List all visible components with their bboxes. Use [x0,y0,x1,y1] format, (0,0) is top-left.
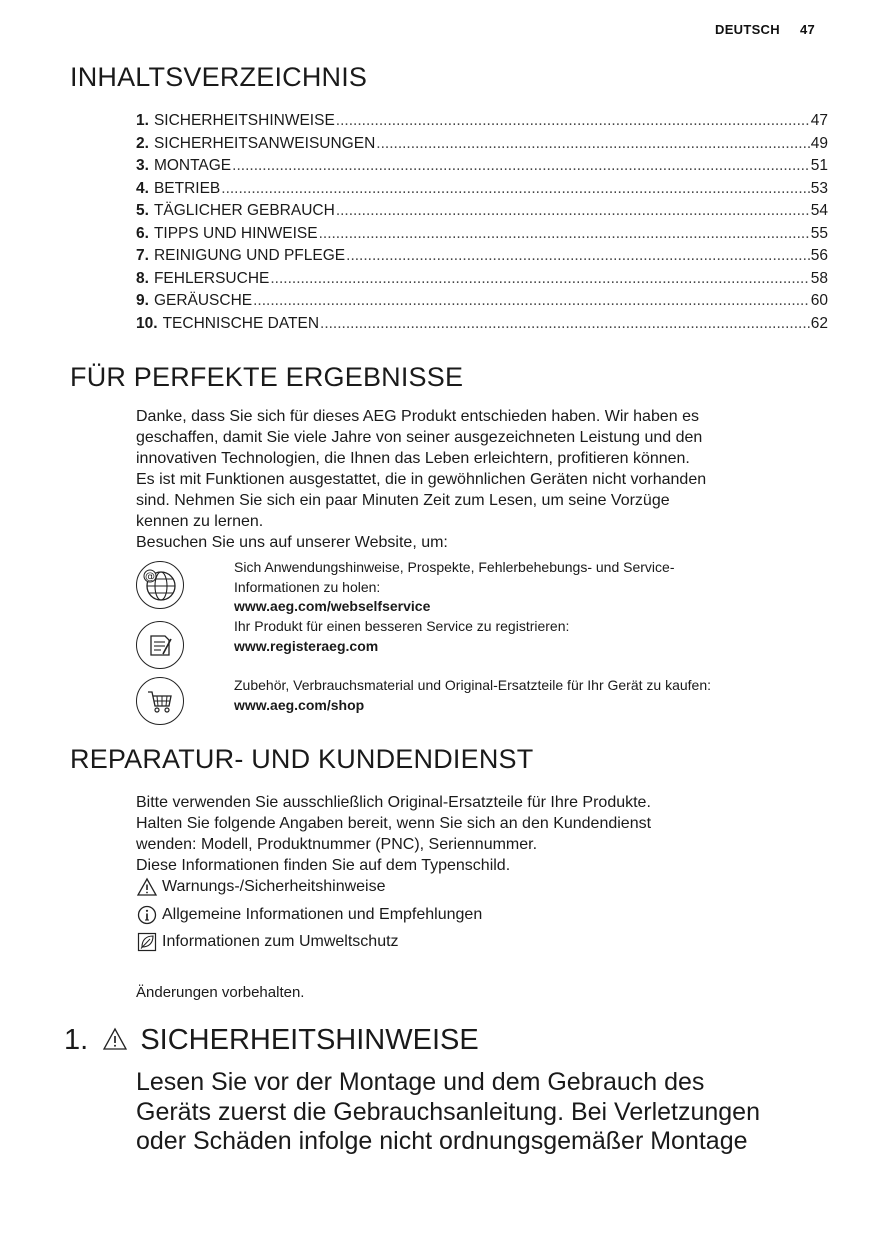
repair-service-title: REPARATUR- UND KUNDENDIENST [70,744,534,774]
leaf-icon [136,932,158,952]
perfect-results-text [136,406,706,553]
toc-entry-page: 60 [810,292,828,309]
toc-entry[interactable] [136,245,828,268]
legend-environment [136,932,399,952]
toc-title: INHALTSVERZEICHNIS [70,62,368,92]
toc-entry-number: 4. [136,179,149,197]
register-icon [136,621,184,669]
text-line: Halten Sie folgende Angaben bereit, wenn Sie sich an den Kundendienst [136,815,652,832]
toc-entry-page: 49 [810,134,828,152]
toc-entry-number: 1. [136,112,149,129]
service-text [234,676,834,715]
service-link-register[interactable]: www.registeraeg.com [234,637,379,654]
toc-entry[interactable] [136,268,828,291]
language-label: DEUTSCH [715,22,780,37]
toc-leader [346,245,810,268]
toc-entry-number: 8. [136,269,149,287]
toc-entry-number: 5. [136,202,149,219]
toc-entry-label: REINIGUNG UND PFLEGE [153,247,346,264]
service-text [234,617,834,656]
section-heading-safety [64,1024,479,1059]
toc-entry-page: 54 [810,202,828,219]
cart-icon [136,677,184,725]
service-text [234,558,834,617]
svg-text:@: @ [145,571,155,583]
text-line: oder Schäden infolge nicht ordnungsgemäßer Montage [136,1127,748,1155]
service-link-webselfservice[interactable]: www.aeg.com/webselfservice [234,598,431,614]
running-header [715,22,815,37]
toc-entry-number: 7. [136,247,149,264]
toc-entry-number: 3. [136,157,149,174]
legend-label: Informationen zum Umweltschutz [162,933,399,950]
text-line: Geräts zuerst die Gebrauchsanleitung. Bei Verletzungen [136,1097,760,1126]
toc-entry-label: TECHNISCHE DATEN [162,314,320,332]
text-line: sind. Nehmen Sie sich ein paar Minuten Zeit zum Lesen, um seine Vorzüge [136,492,670,509]
legend-info [136,905,482,925]
toc-entry[interactable] [136,110,828,133]
service-description: Ihr Produkt für einen besseren Service zu registrieren: [234,618,570,634]
service-description: Informationen zu holen: [234,578,381,595]
legend-label: Allgemeine Informationen und Empfehlungen [162,906,483,923]
toc-entry[interactable] [136,178,828,201]
toc-entry-page: 53 [810,179,828,197]
safety-intro-text [136,1068,826,1157]
toc-leader [376,133,809,156]
toc-entry-label: BETRIEB [153,179,221,197]
toc-leader [320,313,810,336]
toc-leader [253,290,810,313]
toc-entry-label: TÄGLICHER GEBRAUCH [153,202,335,219]
toc-entry-label: TIPPS UND HINWEISE [153,224,318,242]
toc-entry[interactable] [136,223,828,246]
toc-entry-number: 9. [136,292,149,309]
toc-entry-label: GERÄUSCHE [153,292,253,309]
service-description: Sich Anwendungshinweise, Prospekte, Fehlerbehebungs- und Service- [234,559,675,575]
text-line: wenden: Modell, Produktnummer (PNC), Seriennummer. [136,836,538,853]
text-line: kennen zu lernen. [136,513,264,530]
toc-entry[interactable] [136,133,828,156]
toc-entry-number: 2. [136,134,149,152]
toc-leader [336,200,810,223]
toc-leader [232,155,810,178]
toc-entry-page: 56 [810,247,828,264]
toc-entry-label: SICHERHEITSHINWEISE [153,112,335,129]
legend-warning [136,877,386,897]
toc-entry-number: 6. [136,224,149,242]
text-line: innovativen Technologien, die Ihnen das Leben erleichtern, profitieren können. [136,450,690,467]
toc-leader [221,178,809,201]
toc-entry[interactable] [136,290,828,313]
toc-entry[interactable] [136,313,828,336]
text-line: Diese Informationen finden Sie auf dem Typenschild. [136,857,511,874]
perfect-results-title: FÜR PERFEKTE ERGEBNISSE [70,362,464,392]
toc-entry[interactable] [136,200,828,223]
toc-entry-page: 62 [810,314,828,332]
toc-entry-label: MONTAGE [153,157,232,174]
toc-entry-label: SICHERHEITSANWEISUNGEN [153,134,376,152]
page-number: 47 [799,22,815,37]
repair-service-text [136,792,651,876]
warning-icon [102,1026,128,1059]
toc-entry-page: 51 [810,157,828,174]
warning-icon [136,877,158,897]
service-link-shop[interactable]: www.aeg.com/shop [234,696,365,713]
legend-label: Warnungs-/Sicherheitshinweise [162,878,386,895]
text-line: Besuchen Sie uns auf unserer Website, um: [136,534,448,551]
table-of-contents [136,110,828,335]
text-line: Lesen Sie vor der Montage und dem Gebrauch des [136,1068,705,1096]
section-number: 1. [64,1024,89,1056]
toc-entry-page: 58 [810,269,828,287]
toc-entry[interactable] [136,155,828,178]
text-line: Bitte verwenden Sie ausschließlich Original-Ersatzteile für Ihre Produkte. [136,794,651,811]
toc-entry-label: FEHLERSUCHE [153,269,270,287]
toc-entry-page: 47 [810,112,828,129]
service-description: Zubehör, Verbrauchsmaterial und Original-Ersatzteile für Ihr Gerät zu kaufen: [234,677,712,693]
text-line: Es ist mit Funktionen ausgestattet, die in gewöhnlichen Geräten nicht vorhanden [136,471,707,488]
info-icon [136,905,158,925]
toc-entry-number: 10. [136,314,158,332]
text-line: geschaffen, damit Sie viele Jahre von seiner ausgezeichneten Leistung und den [136,429,703,446]
toc-leader [336,110,810,133]
changes-note: Änderungen vorbehalten. [136,984,305,1001]
toc-leader [270,268,809,291]
text-line: Danke, dass Sie sich für dieses AEG Produkt entschieden haben. Wir haben es [136,408,699,425]
globe-icon [136,561,184,609]
section-title: SICHERHEITSHINWEISE [140,1024,479,1056]
toc-leader [319,223,810,246]
toc-entry-page: 55 [810,224,828,242]
